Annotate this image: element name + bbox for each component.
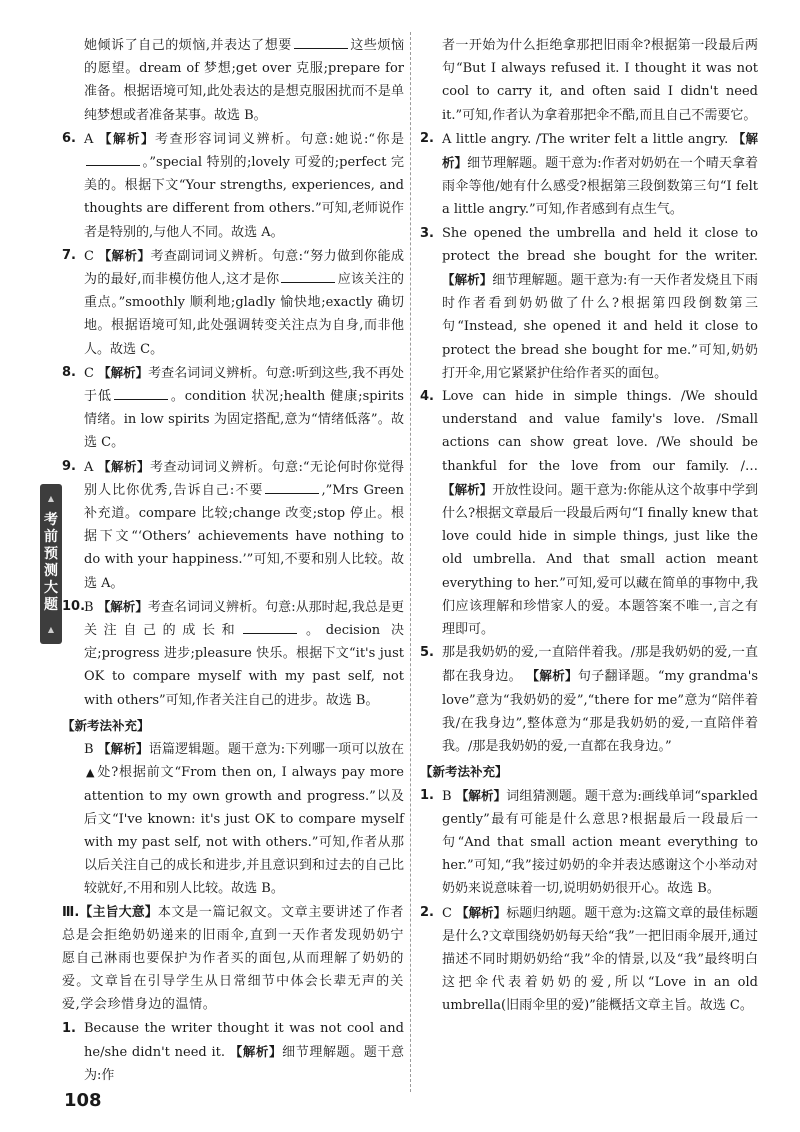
- analysis-label: 【解析】: [442, 481, 493, 497]
- answer-letter: A: [84, 131, 94, 147]
- answer-blank: [281, 281, 335, 283]
- right-column: [420, 34, 758, 1018]
- answer-item-a2: 2. A little angry. /The writer felt a little angry. 【解析】细节理解题。题干意为:作者对奶奶在一个晴天拿着雨伞等他/她有什么感受?根据第三段倒数第三句“I felt a little angry.”可知,作者感到有点生气。: [420, 127, 758, 222]
- analysis-label: 【解析】: [442, 272, 493, 288]
- answer-item-a4: 4. Love can hide in simple things. /We should understand and value family's love. /Small actions can show great love. /We should be thankful for the love from our family. /… 【解析】开放性设问。题干意为:你能从这个故事中学到什么?根据文章最后一段最后两句“I finally knew that love could hide in simple things, just like the old umbrella. And that small action meant everything to her.”可知,爱可以藏在简单的事物中,我们应该理解和珍惜家人的爱。本题答案不唯一,言之有理即可。: [420, 385, 758, 641]
- item-number: 10.: [62, 598, 86, 614]
- item-number: 6.: [62, 130, 76, 146]
- answer-blank: [86, 164, 140, 166]
- analysis-label: 【解析】: [98, 458, 151, 474]
- item-number: 7.: [62, 247, 76, 263]
- item-number: 9.: [62, 458, 76, 474]
- analysis-label: 【解析】: [456, 904, 507, 920]
- answer-letter: B: [442, 788, 452, 804]
- answer-item-a1: 1. Because the writer thought it was not cool and he/she didn't need it. 【解析】细节理解题。题干意为:作: [62, 1017, 404, 1088]
- answer-item-a3: 3. She opened the umbrella and held it close to protect the bread she bought for the writer. 【解析】细节理解题。题干意为:有一天作者发烧且下雨时作者看到奶奶做了什么?根据第四段倒数第三句“Instead, she opened it and held it close to protect the bread she bought for me.”可知,奶奶打开伞,用它紧紧护住给作者买的面包。: [420, 222, 758, 385]
- answer-blank: [294, 47, 348, 49]
- answer-letter: B: [84, 742, 94, 758]
- answer-blank: [265, 492, 319, 494]
- triangle-up-icon: ▲: [47, 494, 55, 503]
- main-idea-label: Ⅲ.【主旨大意】: [62, 904, 158, 920]
- analysis-label: 【解析】: [442, 130, 758, 171]
- extra-answer: B 【解析】语篇逻辑题。题干意为:下列哪一项可以放在▲ 处?根据前文“From then on, I always pay more attention to my own growth and progress.”以及后文“I've known: it's just OK to compare myself with my past self, not with others.”可知,作者从那以后关注自己的成长和进步,并且意识到和过去的自己比较就好,不用和别人比较。故选 B。: [84, 741, 404, 897]
- answer-letter: C: [84, 365, 94, 381]
- page-number: 108: [64, 1090, 102, 1111]
- side-tab: [40, 484, 62, 644]
- answer-item-6: 6. A 【解析】考查形容词词义辨析。句意:她说:“你是。”special 特别的;lovely 可爱的;perfect 完美的。根据下文“Your strengths, experiences, and thoughts are different from others.”可知,老师说作者是特别的,与他人不同。故选 A。: [62, 127, 404, 244]
- analysis-label: 【解析】: [98, 247, 151, 263]
- new-section-heading: 【新考法补充】: [420, 764, 508, 780]
- analysis-label: 【解析】: [97, 598, 148, 614]
- answer-item-b1: 1. B 【解析】词组猜测题。题干意为:画线单词“sparkled gently”最有可能是什么意思?根据最后一段最后一句“And that small action meant everything to her.”可知,“我”接过奶奶的伞并表达感谢这个小举动对奶奶来说意味着一切,说明奶奶很开心。故选 B。: [420, 784, 758, 901]
- item-number: 8.: [62, 364, 76, 380]
- item-number: 3.: [420, 225, 434, 241]
- analysis-label: 【解析】: [229, 1043, 283, 1059]
- answer-letter: C: [442, 905, 452, 921]
- item-number: 5.: [420, 645, 434, 661]
- triangle-blank-icon: ▲: [86, 766, 96, 780]
- main-idea-paragraph: Ⅲ.【主旨大意】本文是一篇记叙文。文章主要讲述了作者总是会拒绝奶奶递来的旧雨伞,直到一天作者发现奶奶宁愿自己淋雨也要保护为作者买的面包,从而理解了奶奶的爱。文章旨在引导学生从日常细节中体会长辈无声的关爱,学会珍惜身边的温情。: [62, 904, 404, 1013]
- intro-paragraph: 她倾诉了自己的烦恼,并表达了想要 这些烦恼的愿望。dream of 梦想;get over 克服;prepare for 准备。根据语境可知,此处表达的是想克服困扰而不是单纯梦想或者准备某事。故选 B。: [84, 38, 404, 123]
- item-number: 1.: [62, 1020, 76, 1036]
- triangle-down-icon: ▲: [47, 625, 55, 634]
- side-tab-label: 考前预测大题: [44, 512, 58, 613]
- left-column: [62, 34, 404, 1087]
- analysis-label: 【解析】: [97, 741, 149, 757]
- answer-letter: A: [84, 459, 94, 475]
- column-divider: [410, 32, 411, 1092]
- item-number: 1.: [420, 787, 434, 803]
- analysis-label: 【解析】: [526, 668, 578, 684]
- answer-blank: [114, 398, 168, 400]
- answer-a1-continuation: 者一开始为什么拒绝拿那把旧雨伞?根据第一段最后两句“But I always refused it. I thought it was not cool to carry it, and often said I didn't need it.”可知,作者认为拿着那把伞不酷,而且自己不需要它。: [442, 38, 758, 123]
- answer-blank: [243, 632, 297, 634]
- answer-letter: B: [84, 599, 94, 615]
- answer-item-b2: 2. C 【解析】标题归纳题。题干意为:这篇文章的最佳标题是什么?文章围绕奶奶每天给“我”一把旧雨伞展开,通过描述不同时期奶奶给“我”伞的情景,以及“我”最终明白这把伞代表着奶奶的爱,所以“Love in an old umbrella(旧雨伞里的爱)”能概括文章主旨。故选 C。: [420, 901, 758, 1018]
- item-number: 2.: [420, 130, 434, 146]
- answer-item-7: 7. C 【解析】考查副词词义辨析。句意:“努力做到你能成为的最好,而非模仿他人,这才是你 应该关注的重点。”smoothly 顺利地;gladly 愉快地;exactly 确切地。根据语境可知,此处强调转变关注点为自身,而非他人。故选 C。: [62, 244, 404, 361]
- analysis-label: 【解析】: [99, 130, 156, 146]
- analysis-label: 【解析】: [98, 364, 149, 380]
- answer-item-8: 8. C 【解析】考查名词词义辨析。句意:听到这些,我不再处于低 。condition 状况;health 健康;spirits 情绪。in low spirits 为固定搭配,意为“情绪低落”。故选 C。: [62, 361, 404, 455]
- answer-item-10: 10. B 【解析】考查名词词义辨析。句意:从那时起,我总是更关注自己的成长和 。decision 决定;progress 进步;pleasure 快乐。根据下文“it's just OK to compare myself with my past self, not with others”可知,作者关注自己的进步。故选 B。: [62, 595, 404, 712]
- item-number: 2.: [420, 904, 434, 920]
- answer-letter: C: [84, 248, 94, 264]
- answer-item-a5: 5. 那是我奶奶的爱,一直陪伴着我。/那是我奶奶的爱,一直都在我身边。 【解析】句子翻译题。“my grandma's love”意为“我奶奶的爱”,“there for me”意为“陪伴着我/在我身边”,整体意为“那是我奶奶的爱,一直陪伴着我。/那是我奶奶的爱,一直都在我身边。”: [420, 641, 758, 758]
- answer-item-9: 9. A 【解析】考查动词词义辨析。句意:“无论何时你觉得别人比你优秀,告诉自己:不要 ,”Mrs Green 补充道。compare 比较;change 改变;stop 停止。根据下文“‘Others’ achievements have nothing to do with your happiness.’”可知,不要和别人比较。故选 A。: [62, 455, 404, 595]
- analysis-label: 【解析】: [455, 787, 507, 803]
- item-number: 4.: [420, 389, 434, 405]
- new-section-heading: 【新考法补充】: [62, 717, 150, 733]
